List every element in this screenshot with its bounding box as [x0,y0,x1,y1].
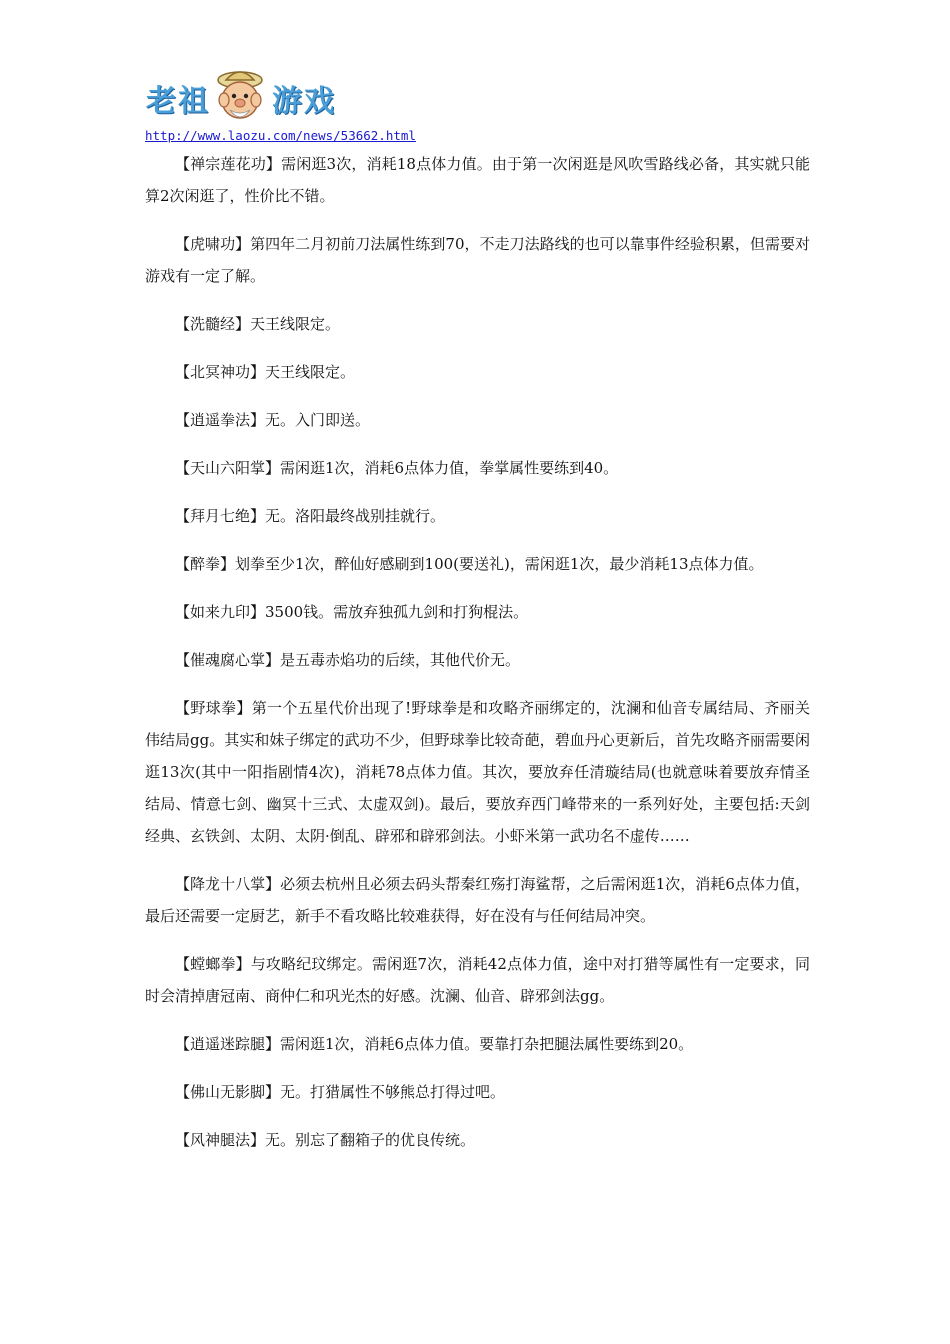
paragraph: 【催魂腐心掌】是五毒赤焰功的后续，其他代价无。 [175,651,521,669]
paragraph: 【降龙十八掌】必须去杭州且必须去码头帮秦红殇打海鲨帮，之后需闲逛1次，消耗6点体力值，最后还需要一定厨艺，新手不看攻略比较难获得，好在没有与任何结局冲突。 [145,875,810,925]
paragraph: 【虎啸功】第四年二月初前刀法属性练到70，不走刀法路线的也可以靠事件经验积累，但需要对游戏有一定了解。 [145,235,810,285]
site-logo [146,66,346,128]
logo-text-left: 老祖 [146,84,210,119]
logo-text-right: 游戏 [272,84,336,119]
paragraph: 【逍遥拳法】无。入门即送。 [175,411,371,429]
paragraph: 【洗髓经】天王线限定。 [175,315,341,333]
article-body [145,148,810,1172]
paragraph: 【禅宗莲花功】需闲逛3次，消耗18点体力值。由于第一次闲逛是风吹雪路线必备，其实就只能算2次闲逛了，性价比不错。 [145,155,810,205]
old-man-mascot-icon [210,66,270,128]
paragraph: 【风神腿法】无。别忘了翻箱子的优良传统。 [175,1131,476,1149]
paragraph: 【天山六阳掌】需闲逛1次，消耗6点体力值，拳掌属性要练到40。 [175,459,619,477]
paragraph: 【佛山无影脚】无。打猎属性不够熊总打得过吧。 [175,1083,506,1101]
paragraph: 【野球拳】第一个五星代价出现了!野球拳是和攻略齐丽绑定的，沈澜和仙音专属结局、齐丽关伟结局gg。其实和妹子绑定的武功不少，但野球拳比较奇葩，碧血丹心更新后，首先攻略齐丽需要闲逛13次(其中一阳指剧情4次)，消耗78点体力值。其次，要放弃任清璇结局(也就意味着要放弃情圣结局、情意七剑、幽冥十三式、太虚双剑)。最后，要放弃西门峰带来的一系列好处，主要包括:天剑经典、玄铁剑、太阴、太阴·倒乱、辟邪和辟邪剑法。小虾米第一武功名不虚传…… [145,699,810,845]
paragraph: 【如来九印】3500钱。需放弃独孤九剑和打狗棍法。 [175,603,529,621]
paragraph: 【拜月七绝】无。洛阳最终战别挂就行。 [175,507,446,525]
paragraph: 【北冥神功】天王线限定。 [175,363,356,381]
paragraph: 【醉拳】划拳至少1次，醉仙好感刷到100(要送礼)，需闲逛1次，最少消耗13点体力值。 [175,555,764,573]
source-url-link[interactable]: http://www.laozu.com/news/53662.html [145,128,416,143]
paragraph: 【螳螂拳】与攻略纪玟绑定。需闲逛7次，消耗42点体力值，途中对打猎等属性有一定要求，同时会清掉唐冠南、商仲仁和巩光杰的好感。沈澜、仙音、辟邪剑法gg。 [145,955,810,1005]
paragraph: 【逍遥迷踪腿】需闲逛1次，消耗6点体力值。要靠打杂把腿法属性要练到20。 [175,1035,694,1053]
